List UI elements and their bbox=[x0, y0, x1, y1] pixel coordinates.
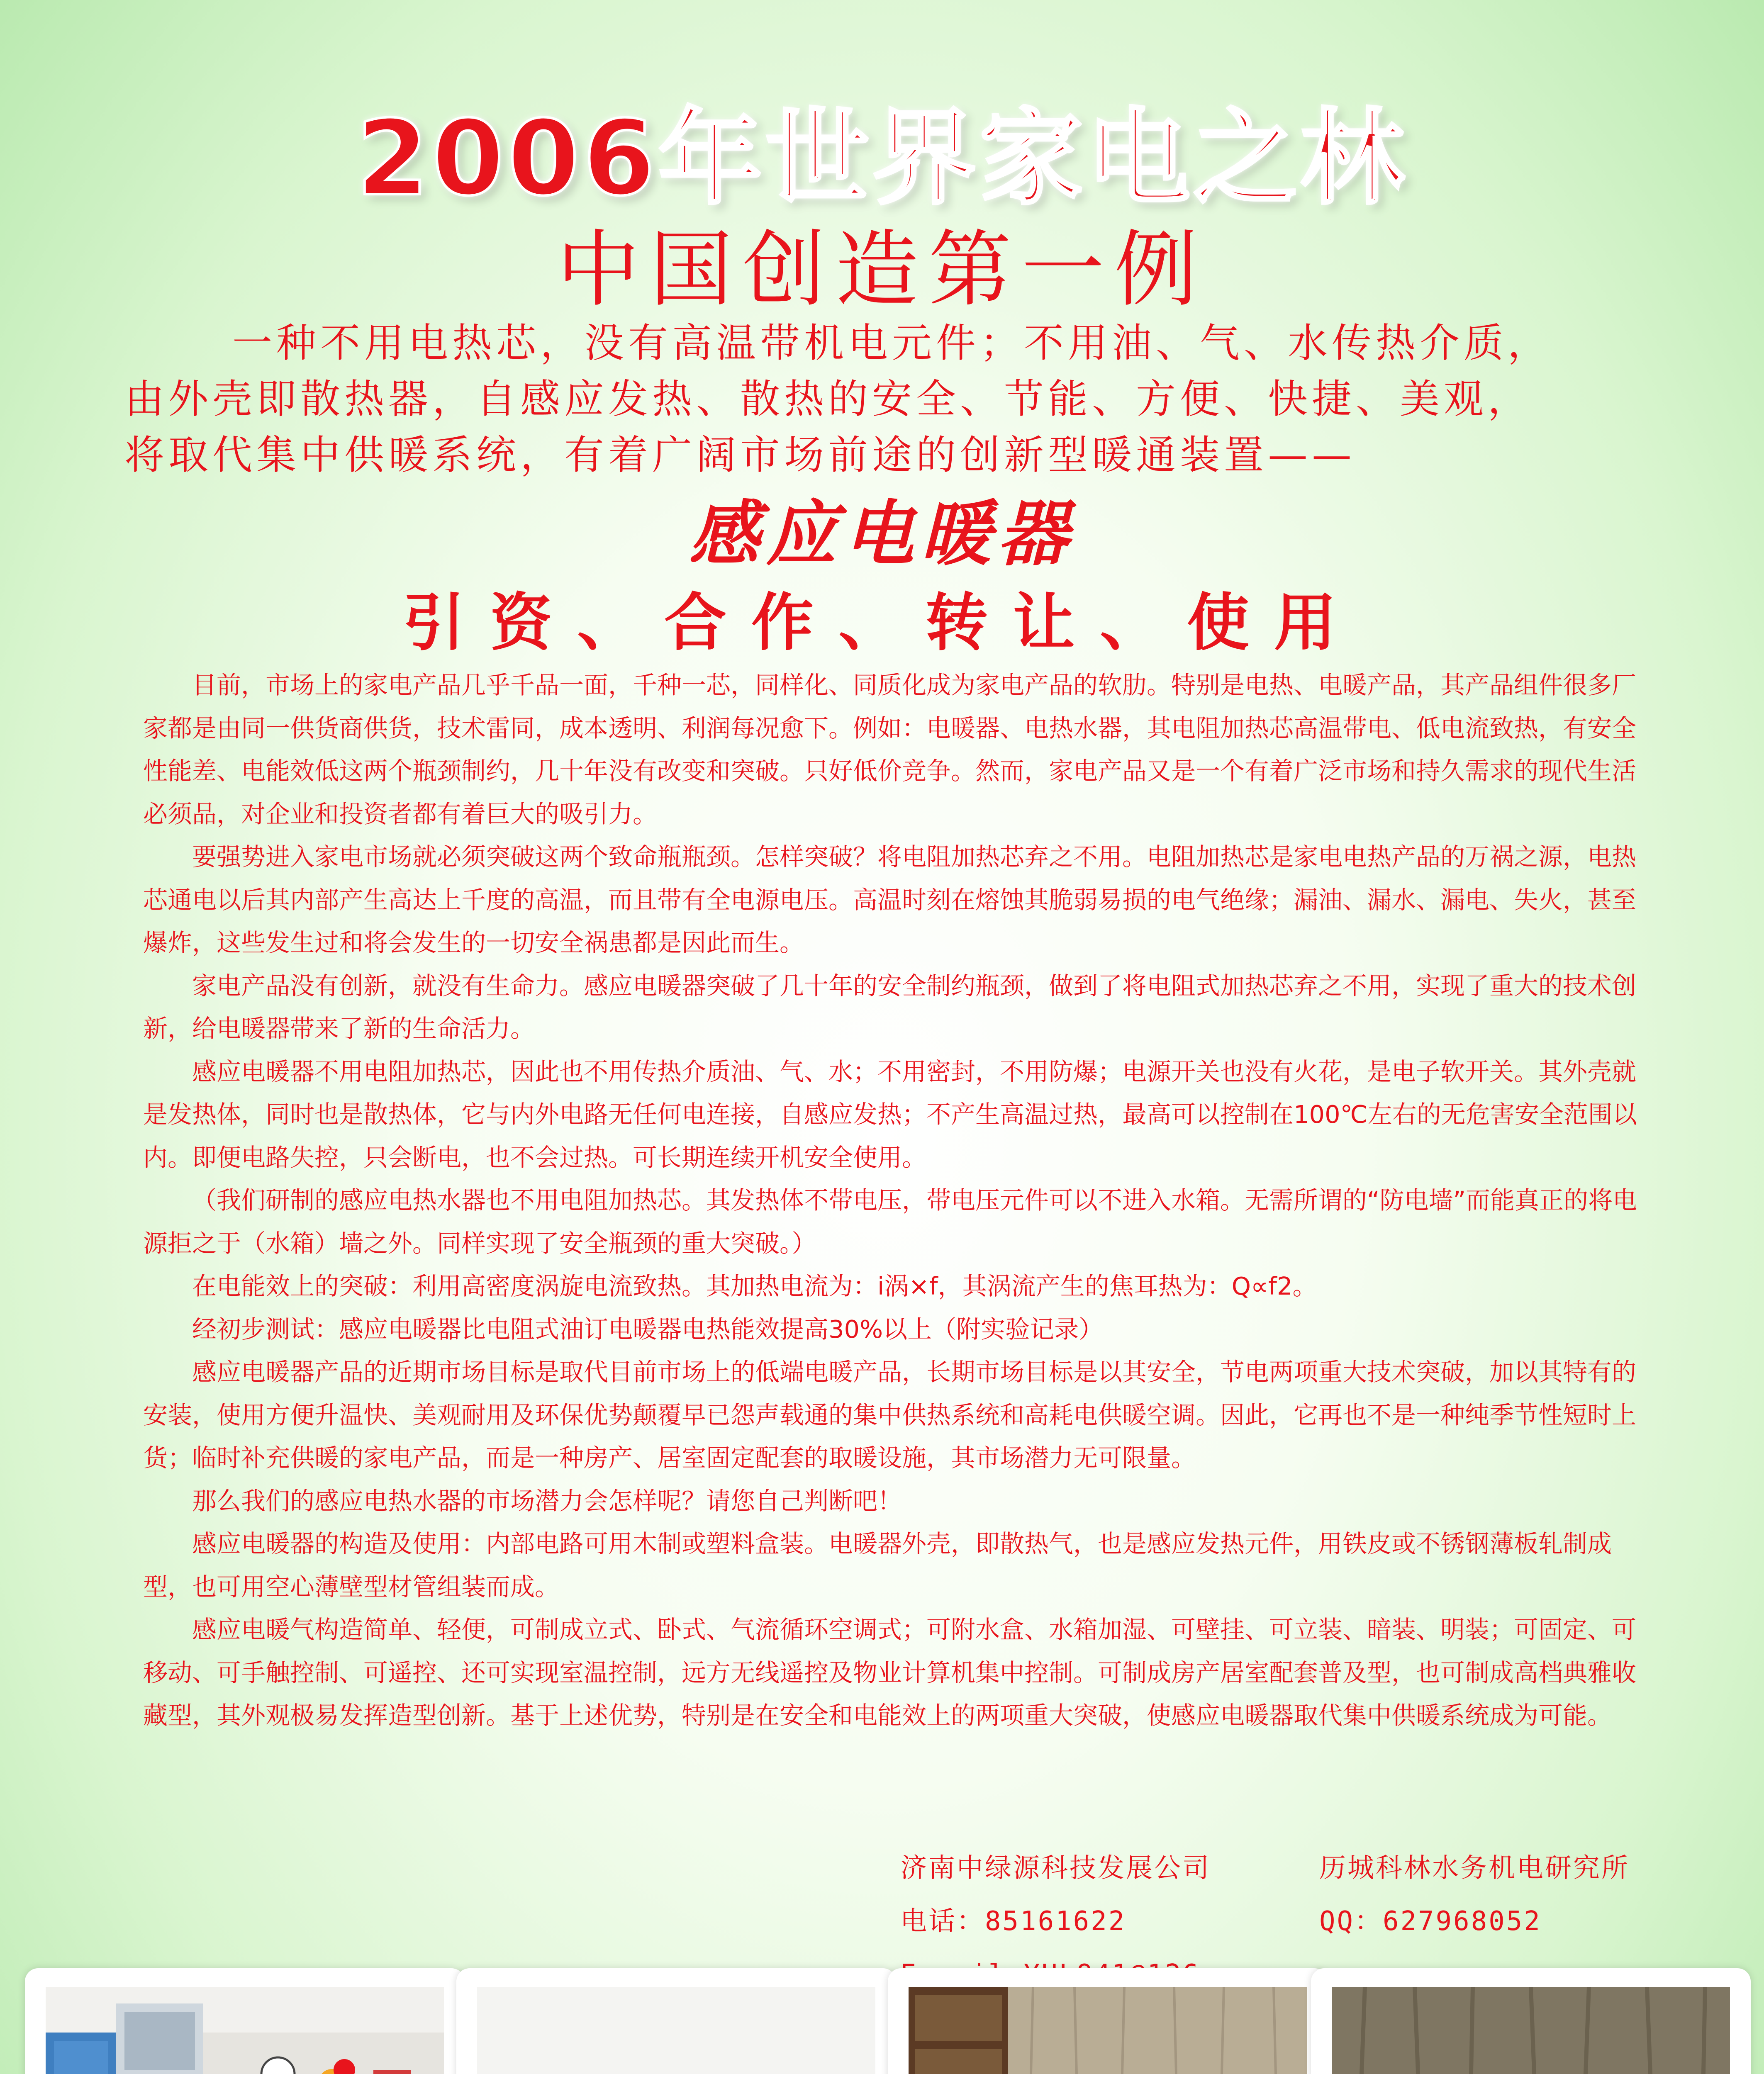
article-paragraph: 要强势进入家电市场就必须突破这两个致命瓶瓶颈。怎样突破？将电阻加热芯弃之不用。电阻加热芯是家电电热产品的万祸之源，电热芯通电以后其内部产生高达上千度的高温，而且带有全电源电压。高温时刻在熔蚀其脆弱易损的电气绝缘；漏油、漏水、漏电、失火，甚至爆炸，这些发生过和将会发生的一切安全祸患都是因此而生。 bbox=[143, 842, 1637, 957]
product-name: 感应电暖器 bbox=[689, 493, 1075, 575]
office-install-photo bbox=[477, 1987, 875, 2074]
photo-frame bbox=[888, 1968, 1328, 2074]
intro-line: 一种不用电热芯，没有高温带机电元件；不用油、气、水传热介质， bbox=[232, 320, 1552, 366]
article-paragraph: 经初步测试：感应电暖器比电阻式油订电暖器电热能效提高30%以上（附实验记录） bbox=[192, 1315, 1104, 1344]
slogan: 引资、合作、转让、使用 bbox=[402, 587, 1361, 659]
intro-line: 将取代集中供暖系统，有着广阔市场前途的创新型暖通装置—— bbox=[124, 432, 1356, 478]
article-paragraph: 在电能效上的突破：利用高密度涡旋电流致热。其加热电流为：i涡×f，其涡流产生的焦耳热为：Q∝f2。 bbox=[192, 1272, 1317, 1300]
page-subtitle: 中国创造第一例 bbox=[556, 222, 1207, 318]
exposed-install-photo bbox=[1332, 1987, 1730, 2074]
article-paragraph: 感应电暖器不用电阻加热芯，因此也不用传热介质油、气、水；不用密封，不用防爆；电源开关也没有火花，是电子软开关。其外壳就是发热体，同时也是散热体，它与内外电路无任何电连接，自感应发热；不产生高温过热，最高可以控制在100℃左右的无危害安全范围以内。即便电路失控，只会断电，也不会过热。可长期连续开机安全使用。 bbox=[143, 1057, 1637, 1172]
phone-number: 电话：85161622 bbox=[900, 1906, 1126, 1937]
article-body bbox=[143, 664, 1649, 1737]
intro-block bbox=[124, 315, 1639, 483]
intro-line: 由外壳即散热器，自感应发热、散热的安全、节能、方便、快捷、美观， bbox=[124, 376, 1532, 422]
article-paragraph: 目前，市场上的家电产品几乎千品一面，千种一芯，同样化、同质化成为家电产品的软肋。特别是电热、电暖产品，其产品组件很多厂家都是由同一供货商供货，技术雷同，成本透明、利润每况愈下。例如：电暖器、电热水器，其电阻加热芯高温带电、低电流致热，有安全性能差、电能效低这两个瓶颈制约，几十年没有改变和突破。只好低价竞争。然而，家电产品又是一个有着广泛市场和持久需求的现代生活必须品，对企业和投资者都有着巨大的吸引力。 bbox=[143, 671, 1637, 828]
company-name: 济南中绿源科技发展公司 bbox=[900, 1853, 1211, 1884]
article-paragraph: 家电产品没有创新，就没有生命力。感应电暖器突破了几十年的安全制约瓶颈，做到了将电阻式加热芯弃之不用，实现了重大的技术创新，给电暖器带来了新的生命活力。 bbox=[143, 971, 1637, 1043]
living-room-photo bbox=[909, 1987, 1307, 2074]
article-paragraph: 感应电暖气构造简单、轻便，可制成立式、卧式、气流循环空调式；可附水盒、水箱加湿、可壁挂、可立装、暗装、明装；可固定、可移动、可手触控制、可遥控、还可实现室温控制，远方无线遥控及物业计算机集中控制。可制成房产居室配套普及型，也可制成高档典雅收藏型，其外观极易发挥造型创新。基于上述优势，特别是在安全和电能效上的两项重大突破，使感应电暖器取代集中供暖系统成为可能。 bbox=[143, 1615, 1637, 1730]
article-paragraph: 感应电暖器产品的近期市场目标是取代目前市场上的低端电暖产品，长期市场目标是以其安全，节电两项重大技术突破，加以其特有的安装，使用方便升温快、美观耐用及环保优势颠覆早已怨声载通的集中供热系统和高耗电供暖空调。因此，它再也不是一种纯季节性短时上货；临时补充供暖的家电产品，而是一种房产、居室固定配套的取暖设施，其市场潜力无可限量。 bbox=[143, 1358, 1637, 1472]
qq-number: QQ：627968052 bbox=[1319, 1906, 1542, 1937]
article-paragraph: （我们研制的感应电热水器也不用电阻加热芯。其发热体不带电压，带电压元件可以不进入水箱。无需所谓的“防电墙”而能真正的将电源拒之于（水箱）墙之外。同样实现了安全瓶颈的重大突破。） bbox=[143, 1186, 1637, 1258]
institute-name: 历城科林水务机电研究所 bbox=[1319, 1853, 1630, 1884]
article-paragraph: 那么我们的感应电热水器的市场潜力会怎样呢？请您自己判断吧！ bbox=[192, 1486, 902, 1515]
photo-frame bbox=[456, 1968, 896, 2074]
article-paragraph: 感应电暖器的构造及使用：内部电路可用木制或塑料盒装。电暖器外壳，即散热气，也是感应发热元件，用铁皮或不锈钢薄板轧制成型，也可用空心薄壁型材管组装而成。 bbox=[143, 1529, 1612, 1601]
photo-frame bbox=[1311, 1968, 1751, 2074]
page-title: 2006年世界家电之林 bbox=[356, 98, 1408, 219]
contact-right bbox=[1319, 1842, 1630, 1948]
photo-frame bbox=[25, 1968, 465, 2074]
product-sample-photo bbox=[46, 1987, 444, 2074]
